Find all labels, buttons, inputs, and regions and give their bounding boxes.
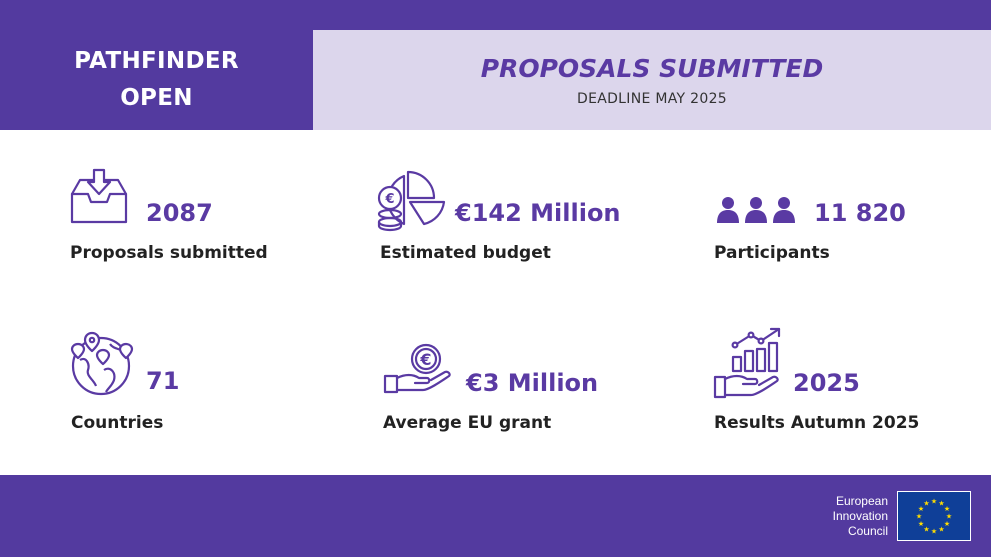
- stat-value: 11 820: [814, 199, 906, 227]
- eu-star: ★: [917, 520, 925, 528]
- programme-name-line1: PATHFINDER: [74, 48, 239, 74]
- hand-euro-coin-icon: [383, 344, 453, 394]
- page-subtitle: DEADLINE MAY 2025: [577, 90, 727, 107]
- stat-label: Average EU grant: [383, 413, 552, 433]
- eu-star: ★: [930, 527, 938, 536]
- stat-label: Participants: [714, 243, 830, 263]
- eic-line3: Council: [847, 524, 888, 538]
- eic-line2: Innovation: [832, 509, 888, 523]
- coins-pie-chart-icon: [376, 168, 446, 230]
- stat-label: Estimated budget: [380, 243, 551, 263]
- title-block: [313, 30, 991, 130]
- eu-star: ★: [923, 499, 930, 508]
- footer-bar: [0, 475, 991, 557]
- globe-pins-icon: [70, 330, 134, 396]
- eu-star: ★: [938, 499, 945, 508]
- inbox-download-icon: [70, 168, 128, 224]
- eu-star: ★: [917, 505, 925, 513]
- eu-flag-icon: [897, 491, 971, 541]
- page-title: PROPOSALS SUBMITTED: [480, 53, 824, 83]
- svg-text:€: €: [420, 350, 432, 369]
- eu-star: ★: [943, 505, 951, 513]
- programme-name-line2: OPEN: [120, 85, 193, 111]
- eu-star: ★: [923, 525, 930, 534]
- eu-star: ★: [930, 497, 938, 506]
- stat-value: 2025: [793, 369, 860, 397]
- eu-star: ★: [915, 512, 923, 521]
- stat-label: Results Autumn 2025: [714, 413, 920, 433]
- stat-value: €3 Million: [466, 369, 599, 397]
- stat-label: Countries: [71, 413, 164, 433]
- stat-value: €142 Million: [455, 199, 621, 227]
- people-group-icon: [716, 196, 796, 224]
- eic-line1: European: [835, 494, 888, 508]
- svg-text:€: €: [385, 192, 395, 207]
- eu-star: ★: [945, 512, 953, 521]
- hand-growth-chart-icon: [713, 327, 783, 399]
- eic-logo-text: [833, 494, 888, 539]
- stat-value: 2087: [146, 199, 213, 227]
- eu-star: ★: [938, 525, 945, 534]
- programme-block: [0, 30, 313, 130]
- stat-label: Proposals submitted: [70, 243, 268, 263]
- top-strip: [0, 0, 991, 30]
- stat-value: 71: [146, 367, 180, 395]
- eu-star: ★: [943, 520, 951, 528]
